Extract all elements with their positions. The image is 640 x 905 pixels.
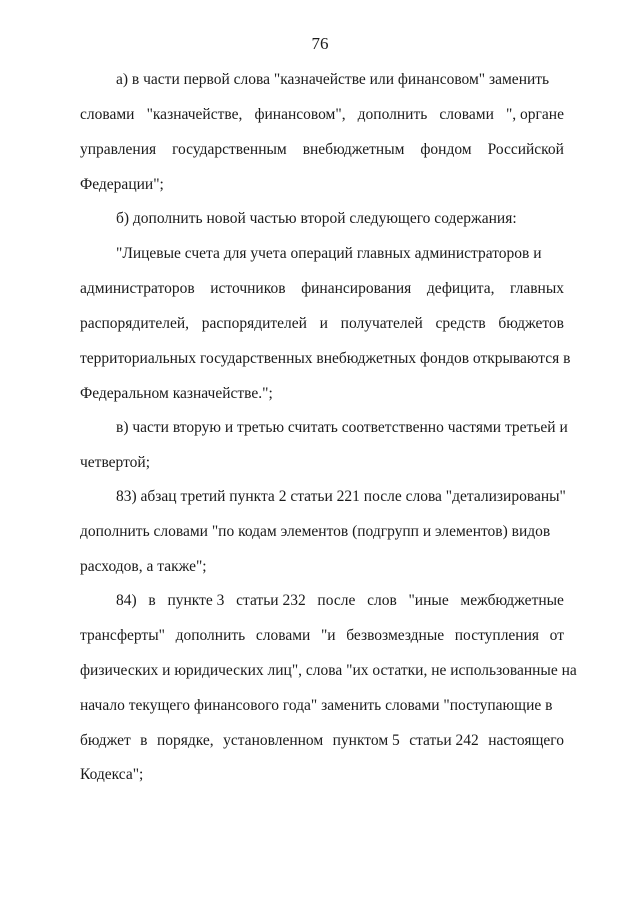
word: порядке, xyxy=(156,732,214,749)
word: словами xyxy=(255,627,311,644)
word: статьи 242 xyxy=(409,732,479,749)
word: получателей xyxy=(340,315,423,332)
word: межбюджетные xyxy=(460,592,564,609)
text-line xyxy=(116,591,564,611)
text-line: Федерации"; xyxy=(80,176,164,193)
text-line: а) в части первой слова "казначействе или финансовом" заменить xyxy=(116,71,550,88)
word: финансовом", xyxy=(254,106,346,123)
text-line: 83) абзац третий пункта 2 статьи 221 после слова "детализированы" xyxy=(116,488,566,505)
word: словами xyxy=(439,106,494,123)
word: ", органе xyxy=(505,106,564,123)
word: трансферты" xyxy=(80,627,165,644)
text-line: физических и юридических лиц", слова "их остатки, не использованные на xyxy=(80,662,577,679)
word: бюджетов xyxy=(498,315,564,332)
word: распорядителей, xyxy=(80,315,190,332)
text-line: четвертой; xyxy=(80,454,151,471)
word: словами xyxy=(80,106,135,123)
word: пунктом 5 xyxy=(332,732,400,749)
page-number: 76 xyxy=(311,34,329,53)
word: поступления xyxy=(454,627,540,644)
text-line xyxy=(80,140,564,160)
word: распорядителей xyxy=(201,315,307,332)
word: администраторов xyxy=(80,280,195,297)
word: средств xyxy=(435,315,486,332)
word: государственным xyxy=(172,141,287,158)
word: дефицита, xyxy=(426,280,495,297)
text-line: Федеральном казначействе."; xyxy=(80,385,273,402)
text-line xyxy=(80,626,564,646)
word: безвозмездные xyxy=(346,627,445,644)
text-line: территориальных государственных внебюджетных фондов открываются в xyxy=(80,350,571,367)
word: "казначействе, xyxy=(146,106,243,123)
word: слов xyxy=(367,592,397,609)
word: установленном xyxy=(223,732,324,749)
text-line: расходов, а также"; xyxy=(80,558,207,575)
word: дополнить xyxy=(357,106,428,123)
text-line: в) части вторую и третью считать соответственно частями третьей и xyxy=(116,419,568,436)
text-line xyxy=(80,731,564,751)
word: пункте 3 xyxy=(167,592,225,609)
text-line xyxy=(80,279,564,299)
text-line: Кодекса"; xyxy=(80,766,144,783)
text-line xyxy=(80,314,564,334)
word: источников xyxy=(210,280,286,297)
word: после xyxy=(317,592,356,609)
word: 84) xyxy=(116,592,137,609)
word: финансирования xyxy=(301,280,412,297)
text-line: дополнить словами "по кодам элементов (подгрупп и элементов) видов xyxy=(80,523,551,540)
text-line: "Лицевые счета для учета операций главных администраторов и xyxy=(116,245,542,262)
text-line: начало текущего финансового года" заменить словами "поступающие в xyxy=(80,697,553,714)
text-line xyxy=(80,105,564,125)
word: настоящего xyxy=(488,732,564,749)
word: "и xyxy=(320,627,336,644)
word: "иные xyxy=(408,592,449,609)
word: бюджет xyxy=(80,732,131,749)
word: в xyxy=(148,592,156,609)
word: внебюджетным xyxy=(302,141,405,158)
word: Российской xyxy=(487,141,564,158)
word: дополнить xyxy=(175,627,246,644)
word: управления xyxy=(80,141,157,158)
text-line: б) дополнить новой частью второй следующего содержания: xyxy=(116,210,517,227)
word: главных xyxy=(510,280,564,297)
word: и xyxy=(319,315,328,332)
word: фондом xyxy=(420,141,472,158)
word: от xyxy=(549,627,564,644)
word: в xyxy=(140,732,148,749)
word: статьи 232 xyxy=(236,592,306,609)
